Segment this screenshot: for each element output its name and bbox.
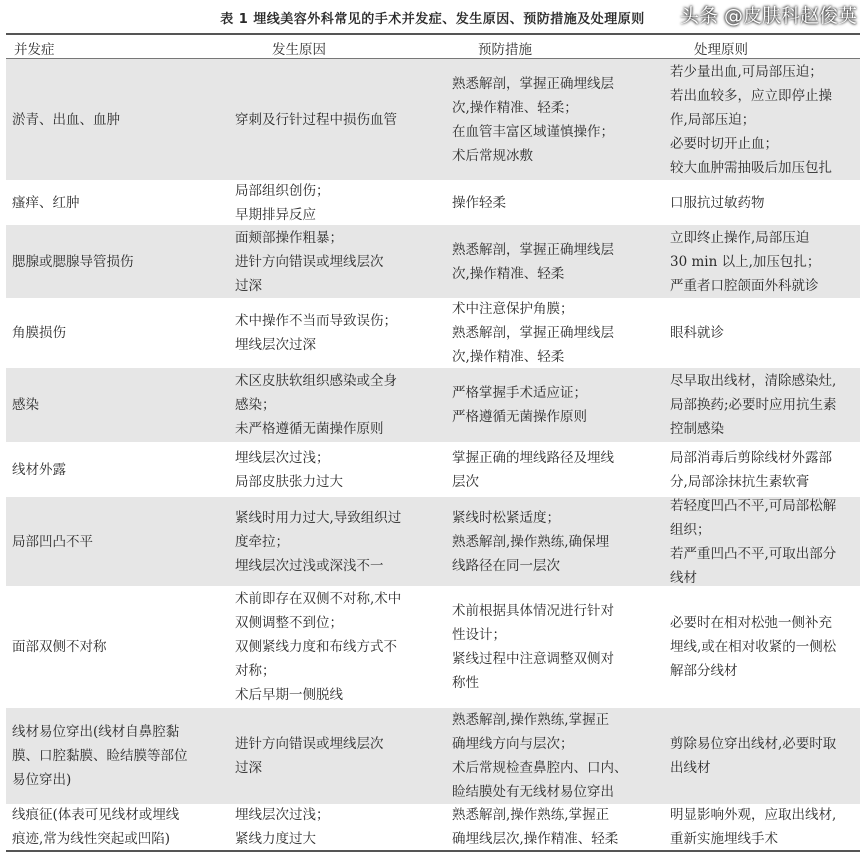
cell-line: 明显影响外观，应取出线材, [670, 807, 837, 823]
cell-line: 严格遵循无菌操作原则 [452, 409, 587, 425]
cell-line: 双侧调整不到位； [235, 615, 343, 631]
cell-line: 性设计； [452, 627, 506, 643]
cause-cell [235, 180, 435, 225]
cell-line: 过深 [235, 277, 262, 294]
cell-line: 次,操作精准、轻柔 [452, 265, 565, 282]
cell-line: 线材易位穿出(线材自鼻腔黏 [12, 724, 180, 740]
cell-line: 埋线层次过深 [235, 337, 316, 353]
cause-cell [235, 708, 435, 804]
cell-line: 熟悉解剖,操作熟练,掌握正 [452, 712, 610, 728]
cell-line: 解部分线材 [670, 663, 738, 679]
cell-line: 在血管丰富区域谨慎操作； [452, 123, 614, 140]
cell-line: 术区皮肤软组织感染或全身 [235, 373, 397, 389]
table-row [6, 298, 860, 368]
cell-line: 面颊部操作粗暴； [235, 229, 343, 246]
header-complication: 并发症 [14, 42, 55, 58]
cell-line: 术后早期一侧脱线 [235, 687, 343, 703]
cell-line: 作,局部压迫； [670, 111, 756, 128]
cell-line: 立即终止操作,局部压迫 [670, 229, 810, 246]
cause-cell [235, 59, 435, 180]
cell-line: 紧线时用力过大,导致组织过 [235, 509, 402, 526]
cell-line: 眼科就诊 [670, 325, 724, 341]
cell-line: 角膜损伤 [12, 325, 66, 341]
cause-cell [235, 586, 435, 708]
complication-cell [12, 708, 217, 804]
complication-cell [12, 180, 217, 225]
cell-line: 埋线层次过浅； [235, 807, 330, 823]
cell-line: 膜、口腔黏膜、睑结膜等部位 [12, 748, 188, 764]
complication-cell [12, 586, 217, 708]
cell-line: 未严格遵循无菌操作原则 [235, 421, 384, 437]
cell-line: 确埋线方向与层次； [452, 736, 574, 752]
cell-line: 双侧紧线力度和布线方式不 [235, 639, 397, 655]
cell-line: 控制感染 [670, 421, 724, 437]
cause-cell [235, 368, 435, 442]
table-row [6, 442, 860, 497]
complication-cell [12, 225, 217, 298]
cell-line: 术中操作不当而导致误伤； [235, 313, 397, 329]
cell-line: 若轻度凹凸不平,可局部松解 [670, 497, 837, 514]
cell-line: 埋线层次过浅； [235, 449, 330, 466]
header-prevention: 预防措施 [478, 42, 532, 58]
complication-cell [12, 298, 217, 368]
table-row [6, 180, 860, 225]
treatment-cell [670, 442, 860, 497]
complication-cell [12, 804, 217, 850]
table-header [0, 36, 865, 58]
cause-cell [235, 225, 435, 298]
prevention-cell [452, 497, 652, 586]
cell-line: 称性 [452, 675, 479, 691]
cell-line: 次,操作精准、轻柔； [452, 99, 578, 116]
treatment-cell [670, 586, 860, 708]
cell-line: 出线材 [670, 760, 711, 776]
cell-line: 度牵拉； [235, 533, 289, 550]
prevention-cell [452, 298, 652, 368]
prevention-cell [452, 442, 652, 497]
cell-line: 术后常规检查鼻腔内、口内、 [452, 760, 628, 776]
prevention-cell [452, 368, 652, 442]
header-treatment: 处理原则 [694, 42, 748, 58]
cell-line: 剪除易位穿出线材,必要时取 [670, 736, 837, 752]
cell-line: 分,局部涂抹抗生素软膏 [670, 473, 810, 490]
cell-line: 感染； [235, 397, 276, 413]
cell-line: 确埋线层次,操作精准、轻柔 [452, 831, 619, 847]
cell-line: 局部消毒后剪除线材外露部 [670, 449, 832, 466]
cell-line: 淤青、出血、血肿 [12, 111, 120, 128]
cell-line: 痕迹,常为线性突起或凹陷) [12, 831, 171, 847]
cell-line: 早期排异反应 [235, 206, 316, 223]
cell-line: 感染 [12, 397, 39, 413]
cell-line: 组织； [670, 521, 711, 538]
complication-cell [12, 497, 217, 586]
cell-line: 紧线过程中注意调整双侧对 [452, 651, 614, 667]
treatment-cell [670, 298, 860, 368]
cause-cell [235, 497, 435, 586]
complication-cell [12, 59, 217, 180]
table-row [6, 804, 860, 850]
prevention-cell [452, 804, 652, 850]
cell-line: 若严重凹凸不平,可取出部分 [670, 545, 837, 562]
watermark: 头条 @皮肤科赵俊英 [679, 5, 857, 27]
table-row [6, 368, 860, 442]
cell-line: 穿刺及行针过程中损伤血管 [235, 111, 397, 128]
bottom-rule [6, 850, 860, 852]
cause-cell [235, 442, 435, 497]
cell-line: 术前根据具体情况进行针对 [452, 603, 614, 619]
cell-line: 掌握正确的埋线路径及埋线 [452, 449, 614, 466]
treatment-cell [670, 804, 860, 850]
cell-line: 线材 [670, 569, 697, 586]
cell-line: 术前即存在双侧不对称,术中 [235, 591, 402, 607]
cell-line: 局部换药;必要时应用抗生素 [670, 397, 837, 413]
top-rule [6, 33, 860, 35]
cell-line: 紧线力度过大 [235, 831, 316, 847]
cell-line: 30 min 以上,加压包扎； [670, 253, 821, 270]
prevention-cell [452, 708, 652, 804]
cell-line: 必要时切开止血； [670, 135, 778, 152]
cell-line: 局部皮肤张力过大 [235, 473, 343, 490]
prevention-cell [452, 59, 652, 180]
cell-line: 睑结膜处有无线材易位穿出 [452, 784, 614, 800]
treatment-cell [670, 59, 860, 180]
cell-line: 熟悉解剖,操作熟练,确保埋 [452, 533, 610, 550]
cell-line: 术后常规冰敷 [452, 147, 533, 164]
table-row [6, 59, 860, 180]
cell-line: 腮腺或腮腺导管损伤 [12, 253, 134, 270]
cell-line: 局部组织创伤； [235, 182, 330, 199]
cause-cell [235, 298, 435, 368]
cell-line: 若少量出血,可局部压迫； [670, 63, 823, 80]
cell-line: 较大血肿需抽吸后加压包扎 [670, 159, 832, 176]
cell-line: 过深 [235, 760, 262, 776]
cell-line: 操作轻柔 [452, 194, 506, 211]
table-row [6, 225, 860, 298]
cell-line: 瘙痒、红肿 [12, 194, 80, 211]
cell-line: 对称； [235, 663, 276, 679]
cell-line: 严格掌握手术适应证； [452, 385, 587, 401]
cell-line: 重新实施埋线手术 [670, 831, 778, 847]
prevention-cell [452, 225, 652, 298]
treatment-cell [670, 708, 860, 804]
cell-line: 进针方向错误或埋线层次 [235, 253, 384, 270]
cell-line: 尽早取出线材，清除感染灶, [670, 373, 837, 389]
cell-line: 局部凹凸不平 [12, 533, 93, 550]
cell-line: 口服抗过敏药物 [670, 194, 765, 211]
cell-line: 若出血较多，应立即停止操 [670, 87, 832, 104]
complication-cell [12, 368, 217, 442]
cell-line: 必要时在相对松弛一侧补充 [670, 615, 832, 631]
cell-line: 进针方向错误或埋线层次 [235, 736, 384, 752]
cell-line: 熟悉解剖，掌握正确埋线层 [452, 241, 614, 258]
prevention-cell [452, 586, 652, 708]
cell-line: 熟悉解剖,操作熟练,掌握正 [452, 807, 610, 823]
cause-cell [235, 804, 435, 850]
table-row [6, 497, 860, 586]
cell-line: 层次 [452, 473, 479, 490]
treatment-cell [670, 497, 860, 586]
cell-line: 易位穿出) [12, 772, 72, 788]
cell-line: 线痕征(体表可见线材或埋线 [12, 807, 180, 823]
header-cause: 发生原因 [272, 42, 326, 58]
prevention-cell [452, 180, 652, 225]
cell-line: 熟悉解剖，掌握正确埋线层 [452, 75, 614, 92]
treatment-cell [670, 180, 860, 225]
cell-line: 线路径在同一层次 [452, 557, 560, 574]
treatment-cell [670, 368, 860, 442]
cell-line: 埋线层次过浅或深浅不一 [235, 557, 384, 574]
cell-line: 次,操作精准、轻柔 [452, 349, 565, 365]
table-title: 表 1 埋线美容外科常见的手术并发症、发生原因、预防措施及处理原则 [220, 12, 645, 27]
table-row [6, 708, 860, 804]
treatment-cell [670, 225, 860, 298]
complication-cell [12, 442, 217, 497]
cell-line: 紧线时松紧适度； [452, 509, 560, 526]
cell-line: 埋线,或在相对收紧的一侧松 [670, 639, 837, 655]
cell-line: 线材外露 [12, 461, 66, 478]
cell-line: 面部双侧不对称 [12, 639, 107, 655]
cell-line: 熟悉解剖，掌握正确埋线层 [452, 325, 614, 341]
cell-line: 严重者口腔颌面外科就诊 [670, 277, 819, 294]
cell-line: 术中注意保护角膜； [452, 301, 574, 317]
table-row [6, 586, 860, 708]
table-body [6, 59, 860, 850]
